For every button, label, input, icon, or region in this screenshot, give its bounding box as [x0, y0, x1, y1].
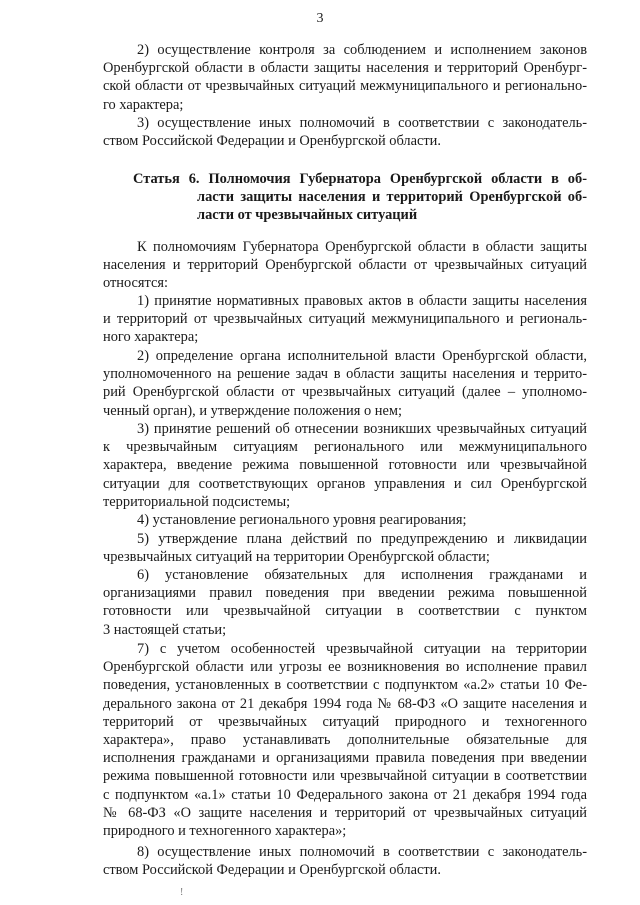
- text-line: 8) осуществление иных полномочий в соответствии с законодатель-: [137, 844, 587, 860]
- heading-line: Статья 6. Полномочия Губернатора Оренбургской области в об-: [133, 171, 587, 187]
- article-item-8: [103, 843, 587, 879]
- text-line: готовности или чрезвычайной ситуации в соответствии с пунктом: [103, 603, 587, 620]
- text-line: К полномочиям Губернатора Оренбургской области в области защиты: [137, 239, 587, 255]
- heading-line: ласти от чрезвычайных ситуаций: [197, 207, 418, 224]
- heading-line: ласти защиты населения и территорий Оренбургской об-: [197, 189, 587, 206]
- text-line: ством Российской Федерации и Оренбургской области.: [103, 862, 441, 879]
- text-line: чрезвычайных ситуаций на территории Оренбургской области;: [103, 549, 490, 566]
- text-line: поведения, установленных в соответствии с подпунктом «а.2» статьи 10 Фе-: [103, 677, 587, 694]
- top-item-2: [103, 41, 587, 114]
- text-line: 2) осуществление контроля за соблюдением и исполнением законов: [137, 42, 587, 58]
- text-line: территорий от чрезвычайных ситуаций природного и техногенного: [103, 713, 587, 730]
- text-line: 5) утверждение плана действий по предупреждению и ликвидации: [137, 531, 587, 547]
- article-intro: [103, 238, 587, 293]
- article-item-1: [103, 292, 587, 347]
- top-item-3: [103, 114, 587, 150]
- text-line: ного характера;: [103, 329, 199, 346]
- scan-mark: !: [180, 887, 184, 898]
- text-line: к чрезвычайным ситуациям регионального или межмуниципального: [103, 439, 587, 456]
- text-line: № 68-ФЗ «О защите населения и территорий от чрезвычайных ситуаций: [103, 804, 587, 821]
- text-line: характера, введение режима повышенной готовности или чрезвычайной: [103, 457, 587, 474]
- text-line: ченный орган), и утверждение положения о нем;: [103, 402, 402, 419]
- article-item-5: [103, 530, 587, 566]
- text-line: относятся:: [103, 275, 169, 292]
- text-line: рий Оренбургской области от чрезвычайных ситуаций (далее – уполномо-: [103, 384, 587, 401]
- text-line: ситуации для соответствующих органов управления и сил Оренбургской: [103, 475, 587, 492]
- page-number: 3: [316, 11, 324, 26]
- article-item-7: [103, 640, 587, 840]
- text-line: с подпунктом «а.1» статьи 10 Федерального закона от 21 декабря 1994 года: [103, 786, 587, 803]
- article-heading: [133, 170, 587, 225]
- text-line: 6) установление обязательных для исполнения гражданами и: [137, 567, 587, 583]
- text-line: исполнения гражданами и организациями правила поведения при введении: [103, 750, 587, 767]
- text-line: 3) осуществление иных полномочий в соответствии с законодатель-: [137, 115, 587, 131]
- text-line: ской области от чрезвычайных ситуаций межмуниципального и регионально-: [103, 78, 587, 95]
- text-line: режима повышенной готовности или чрезвычайной ситуации в соответствии: [103, 768, 587, 785]
- article-item-4: [103, 511, 587, 529]
- article-item-2: [103, 347, 587, 420]
- article-item-3: [103, 420, 587, 511]
- text-line: 7) с учетом особенностей чрезвычайной ситуации на территории: [137, 641, 587, 657]
- text-line: характера», право устанавливать дополнительные обязательные для: [103, 731, 587, 748]
- text-line: природного и техногенного характера»;: [103, 822, 347, 839]
- text-line: Оренбургской области в области защиты населения и территорий Оренбург-: [103, 60, 587, 77]
- text-line: территориальной подсистемы;: [103, 493, 291, 510]
- text-line: и территорий от чрезвычайных ситуаций межмуниципального и региональ-: [103, 311, 587, 328]
- text-line: Оренбургской области или угрозы ее возникновения во исполнение правил: [103, 659, 587, 676]
- text-line: уполномоченного на решение задач в области защиты населения и террито-: [103, 366, 587, 383]
- text-line: 1) принятие нормативных правовых актов в области защиты населения: [137, 293, 587, 309]
- text-line: ством Российской Федерации и Оренбургской области.: [103, 133, 441, 150]
- article-item-6: [103, 566, 587, 639]
- text-line: организациями правил поведения при введении режима повышенной: [103, 585, 587, 602]
- text-line: 4) установление регионального уровня реагирования;: [137, 512, 467, 528]
- text-line: 3 настоящей статьи;: [103, 621, 227, 638]
- text-line: дерального закона от 21 декабря 1994 года № 68-ФЗ «О защите населения и: [103, 695, 587, 712]
- text-line: населения и территорий Оренбургской области от чрезвычайных ситуаций: [103, 257, 587, 274]
- text-line: 3) принятие решений об отнесении возникших чрезвычайных ситуаций: [137, 421, 587, 437]
- text-line: 2) определение органа исполнительной власти Оренбургской области,: [137, 348, 587, 364]
- text-line: го характера;: [103, 96, 184, 113]
